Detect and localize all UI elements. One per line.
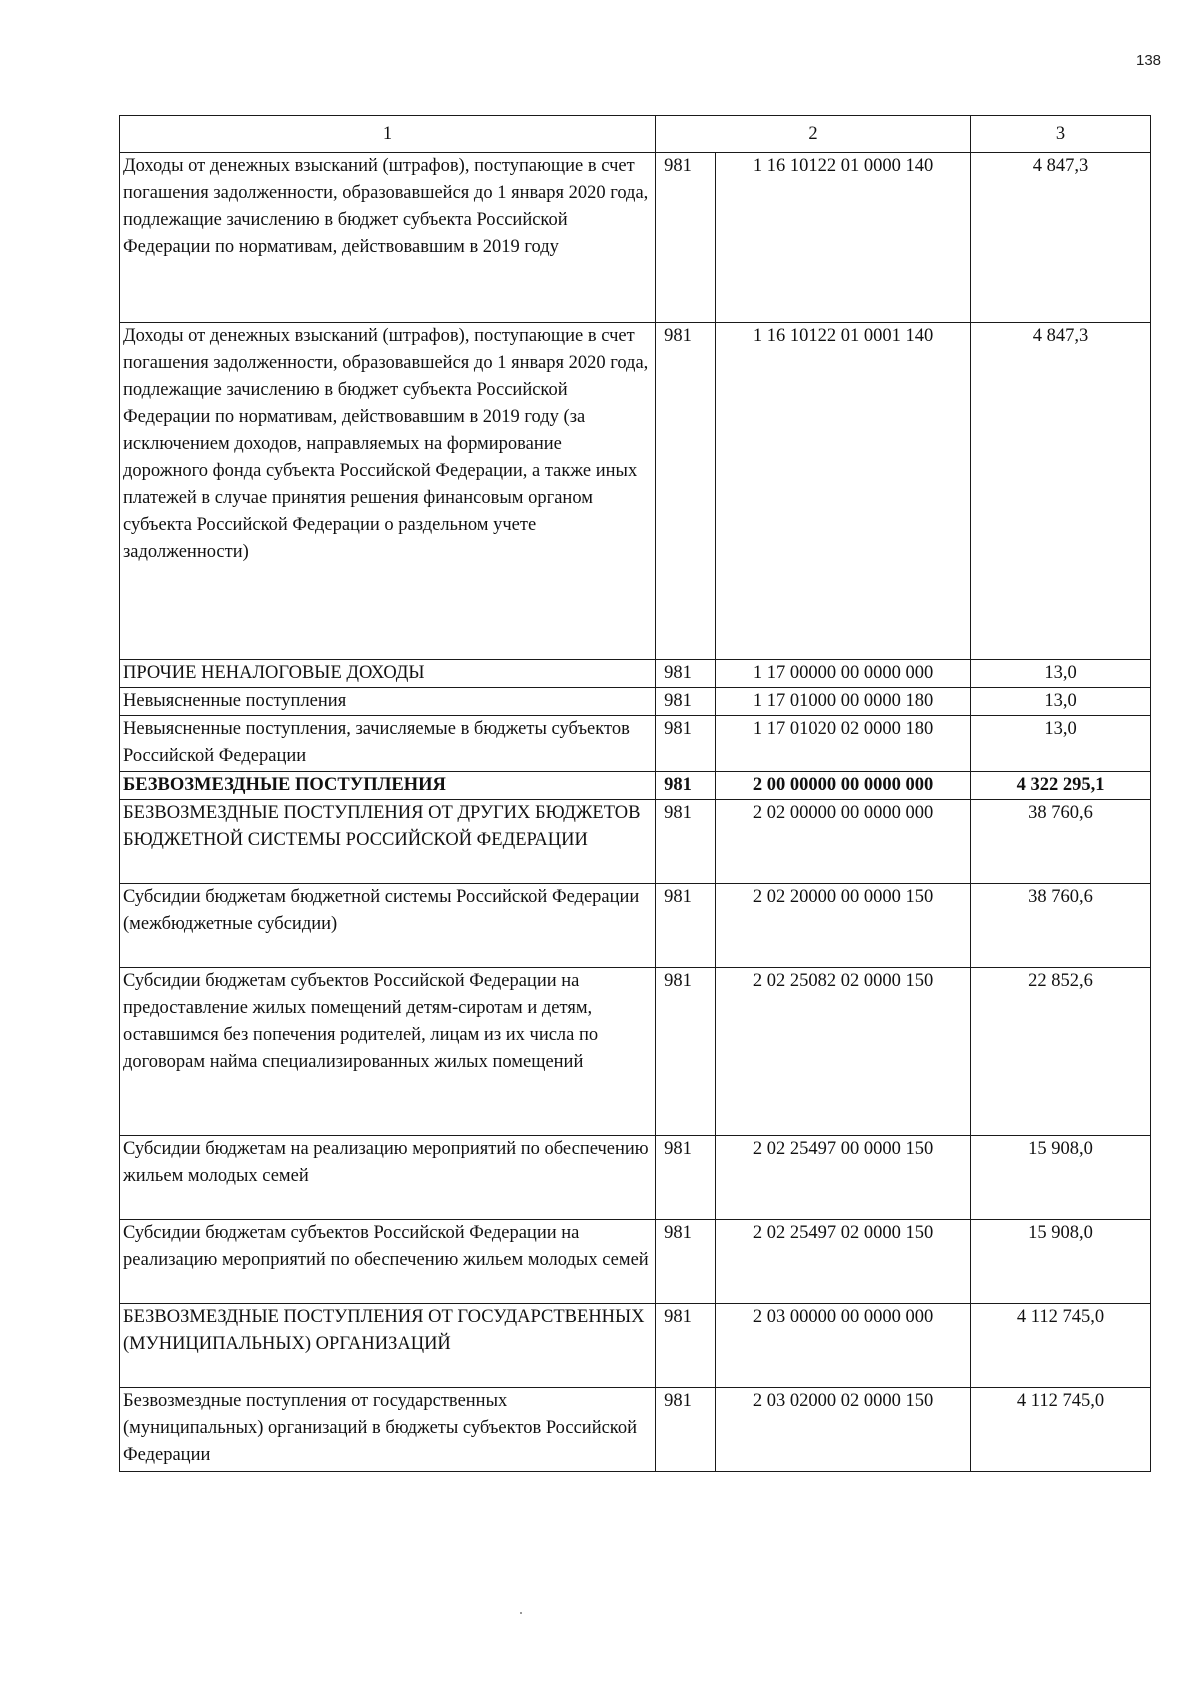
income-name: БЕЗВОЗМЕЗДНЫЕ ПОСТУПЛЕНИЯ ОТ ДРУГИХ БЮДЖЕТОВ БЮДЖЕТНОЙ СИСТЕМЫ РОССИЙСКОЙ ФЕДЕРАЦИИ — [120, 800, 656, 884]
table-row — [120, 800, 1151, 884]
header-col-3: 3 — [971, 116, 1151, 153]
table-row — [120, 1388, 1151, 1472]
income-name: БЕЗВОЗМЕЗДНЫЕ ПОСТУПЛЕНИЯ ОТ ГОСУДАРСТВЕННЫХ (МУНИЦИПАЛЬНЫХ) ОРГАНИЗАЦИЙ — [120, 1304, 656, 1388]
amount: 13,0 — [971, 716, 1151, 772]
income-name: Субсидии бюджетам на реализацию мероприятий по обеспечению жильем молодых семей — [120, 1136, 656, 1220]
admin-code: 981 — [656, 1220, 716, 1304]
income-name: Невыясненные поступления — [120, 688, 656, 716]
table-row — [120, 688, 1151, 716]
admin-code: 981 — [656, 688, 716, 716]
budget-classification-code: 2 02 25082 02 0000 150 — [716, 968, 971, 1136]
scan-speck — [520, 1612, 522, 1614]
budget-classification-code: 2 03 00000 00 0000 000 — [716, 1304, 971, 1388]
admin-code: 981 — [656, 1136, 716, 1220]
budget-classification-code: 2 02 25497 02 0000 150 — [716, 1220, 971, 1304]
income-name: Субсидии бюджетам субъектов Российской Федерации на реализацию мероприятий по обеспечению жильем молодых семей — [120, 1220, 656, 1304]
budget-classification-code: 2 03 02000 02 0000 150 — [716, 1388, 971, 1472]
table-row — [120, 968, 1151, 1136]
income-name: Субсидии бюджетам субъектов Российской Федерации на предоставление жилых помещений детям-сиротам и детям, оставшимся без попечения родителей, лицам из их числа по договорам найма специализированных жилых помещений — [120, 968, 656, 1136]
amount: 4 847,3 — [971, 153, 1151, 323]
income-name: Доходы от денежных взысканий (штрафов), поступающие в счет погашения задолженности, образовавшейся до 1 января 2020 года, подлежащие зачислению в бюджет субъекта Российской Федерации по нормативам, действовавшим в 2019 году — [120, 153, 656, 323]
amount: 38 760,6 — [971, 800, 1151, 884]
admin-code: 981 — [656, 884, 716, 968]
table-header-row — [120, 116, 1151, 153]
amount: 13,0 — [971, 660, 1151, 688]
admin-code: 981 — [656, 716, 716, 772]
budget-classification-code: 2 02 00000 00 0000 000 — [716, 800, 971, 884]
table-row — [120, 772, 1151, 800]
header-col-2: 2 — [656, 116, 971, 153]
amount: 4 322 295,1 — [971, 772, 1151, 800]
table-row — [120, 884, 1151, 968]
budget-classification-code: 2 02 25497 00 0000 150 — [716, 1136, 971, 1220]
admin-code: 981 — [656, 153, 716, 323]
page-number: 138 — [1136, 52, 1162, 69]
admin-code: 981 — [656, 1304, 716, 1388]
amount: 38 760,6 — [971, 884, 1151, 968]
amount: 13,0 — [971, 688, 1151, 716]
income-name: Безвозмездные поступления от государственных (муниципальных) организаций в бюджеты субъектов Российской Федерации — [120, 1388, 656, 1472]
admin-code: 981 — [656, 660, 716, 688]
table-row — [120, 153, 1151, 323]
income-name: Субсидии бюджетам бюджетной системы Российской Федерации (межбюджетные субсидии) — [120, 884, 656, 968]
admin-code: 981 — [656, 772, 716, 800]
amount: 4 112 745,0 — [971, 1388, 1151, 1472]
admin-code: 981 — [656, 1388, 716, 1472]
amount: 4 847,3 — [971, 323, 1151, 660]
amount: 15 908,0 — [971, 1220, 1151, 1304]
admin-code: 981 — [656, 800, 716, 884]
amount: 4 112 745,0 — [971, 1304, 1151, 1388]
table-row — [120, 1304, 1151, 1388]
table-row — [120, 323, 1151, 660]
amount: 15 908,0 — [971, 1136, 1151, 1220]
budget-classification-code: 1 16 10122 01 0001 140 — [716, 323, 971, 660]
budget-classification-code: 2 02 20000 00 0000 150 — [716, 884, 971, 968]
header-col-1: 1 — [120, 116, 656, 153]
budget-classification-code: 1 16 10122 01 0000 140 — [716, 153, 971, 323]
budget-classification-code: 2 00 00000 00 0000 000 — [716, 772, 971, 800]
table-row — [120, 660, 1151, 688]
admin-code: 981 — [656, 968, 716, 1136]
table-row — [120, 1220, 1151, 1304]
budget-classification-code: 1 17 01020 02 0000 180 — [716, 716, 971, 772]
income-name: БЕЗВОЗМЕЗДНЫЕ ПОСТУПЛЕНИЯ — [120, 772, 656, 800]
amount: 22 852,6 — [971, 968, 1151, 1136]
income-name: Невыясненные поступления, зачисляемые в бюджеты субъектов Российской Федерации — [120, 716, 656, 772]
income-name: ПРОЧИЕ НЕНАЛОГОВЫЕ ДОХОДЫ — [120, 660, 656, 688]
budget-classification-code: 1 17 01000 00 0000 180 — [716, 688, 971, 716]
income-name: Доходы от денежных взысканий (штрафов), поступающие в счет погашения задолженности, образовавшейся до 1 января 2020 года, подлежащие зачислению в бюджет субъекта Российской Федерации по нормативам, действовавшим в 2019 году (за исключением доходов, направляемых на формирование дорожного фонда субъекта Российской Федерации, а также иных платежей в случае принятия решения финансовым органом субъекта Российской Федерации о раздельном учете задолженности) — [120, 323, 656, 660]
budget-classification-code: 1 17 00000 00 0000 000 — [716, 660, 971, 688]
table-row — [120, 1136, 1151, 1220]
revenue-table — [119, 115, 1151, 1472]
admin-code: 981 — [656, 323, 716, 660]
table-row — [120, 716, 1151, 772]
